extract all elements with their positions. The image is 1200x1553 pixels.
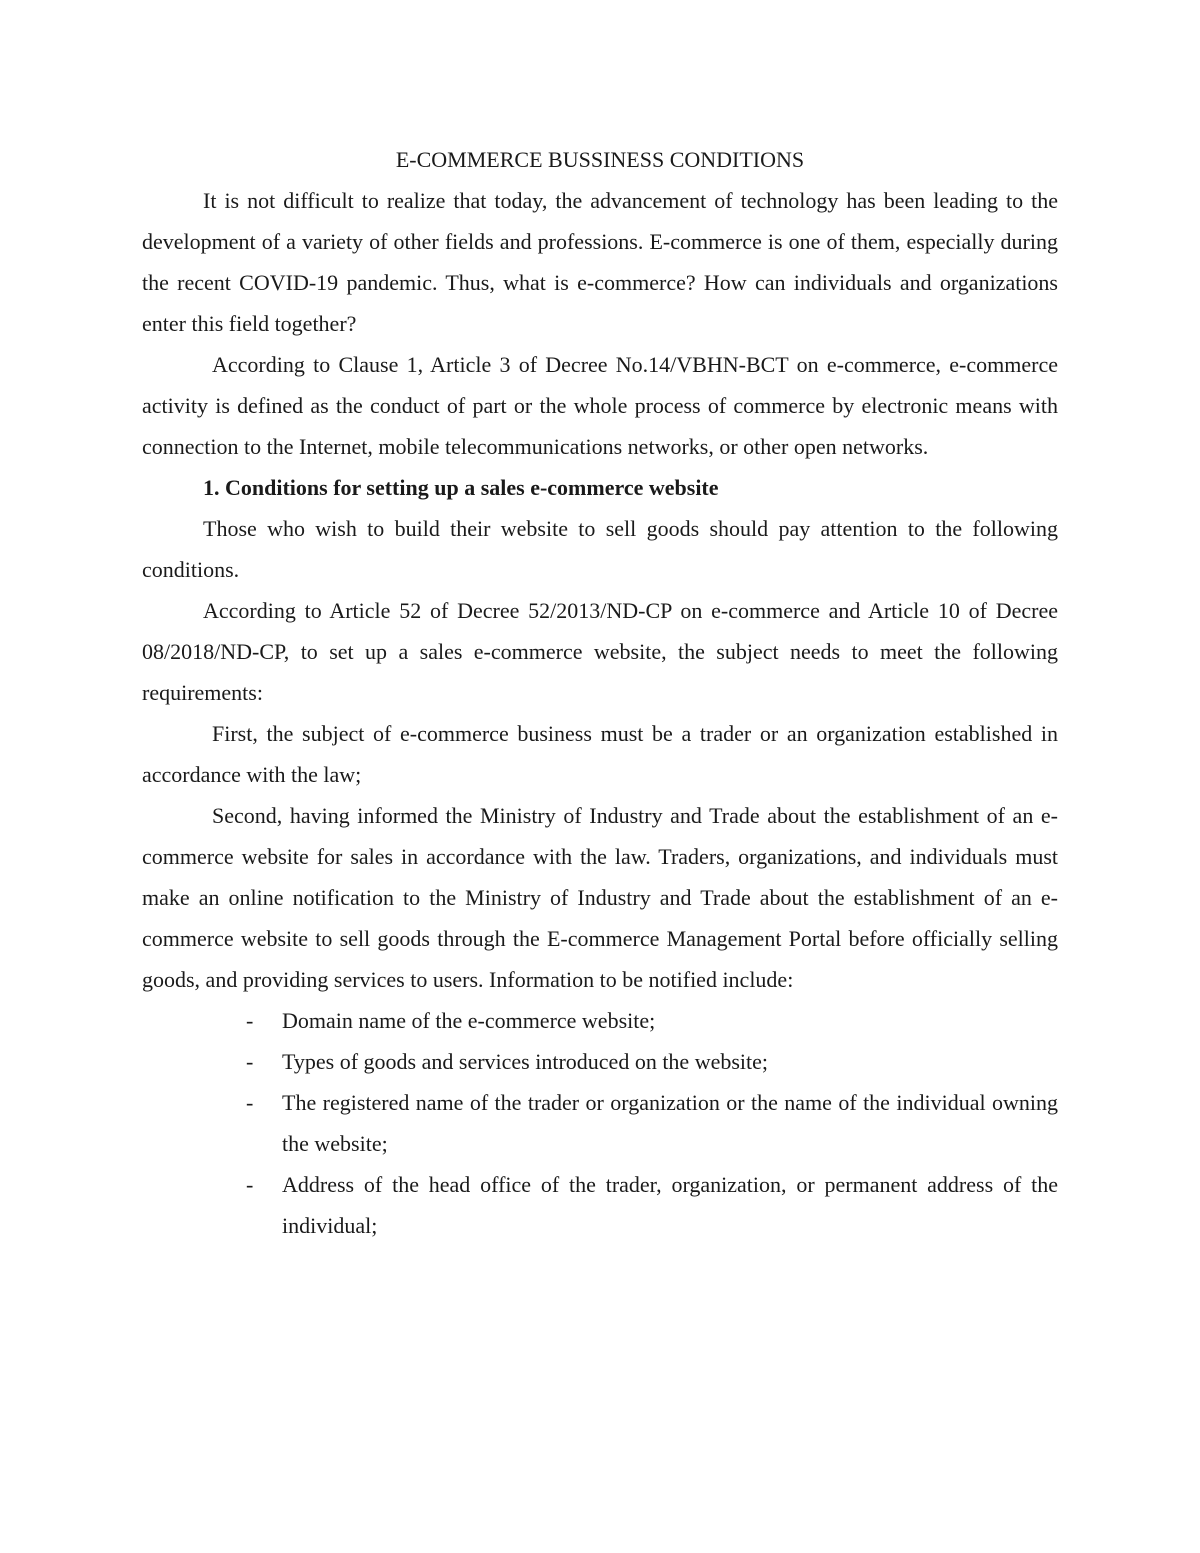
list-item [246,1041,1058,1082]
list-dash: - [246,1172,254,1197]
paragraph-intro: It is not difficult to realize that today, the advancement of technology has been leading to the development of a variety of other fields and professions. E-commerce is one of them, especially during the recent COVID-19 pandemic. Thus, what is e-commerce? How can individuals and organizations enter this field together? [142,188,1058,336]
list-dash: - [246,1090,254,1115]
notification-info-list [142,1000,1058,1246]
section-heading-1: 1. Conditions for setting up a sales e-commerce website [203,475,719,500]
paragraph-first-requirement: First, the subject of e-commerce business must be a trader or an organization established in accordance with the law; [142,721,1058,787]
list-item-text: The registered name of the trader or organization or the name of the individual owning the website; [282,1090,1058,1156]
list-item-text: Domain name of the e-commerce website; [282,1008,656,1033]
paragraph-conditions-intro: Those who wish to build their website to sell goods should pay attention to the following conditions. [142,516,1058,582]
paragraph-second-requirement: Second, having informed the Ministry of Industry and Trade about the establishment of an e-commerce website for sales in accordance with the law. Traders, organizations, and individuals must make an online notification to the Ministry of Industry and Trade about the establishment of an e-commerce website to sell goods through the E-commerce Management Portal before officially selling goods, and providing services to users. Information to be notified include: [142,803,1058,992]
list-item [246,1082,1058,1164]
list-dash: - [246,1008,254,1033]
paragraph-legal-basis: According to Article 52 of Decree 52/2013/ND-CP on e-commerce and Article 10 of Decree 08/2018/ND-CP, to set up a sales e-commerce website, the subject needs to meet the following requirements: [142,598,1058,705]
list-item [246,1164,1058,1246]
list-item-text: Address of the head office of the trader, organization, or permanent address of the individual; [282,1172,1058,1238]
list-item-text: Types of goods and services introduced on the website; [282,1049,769,1074]
list-dash: - [246,1049,254,1074]
list-item [246,1000,1058,1041]
document-title: E-COMMERCE BUSSINESS CONDITIONS [395,147,805,172]
paragraph-definition: According to Clause 1, Article 3 of Decree No.14/VBHN-BCT on e-commerce, e-commerce activity is defined as the conduct of part or the whole process of commerce by electronic means with connection to the Internet, mobile telecommunications networks, or other open networks. [142,352,1058,459]
document-page [142,139,1058,1246]
